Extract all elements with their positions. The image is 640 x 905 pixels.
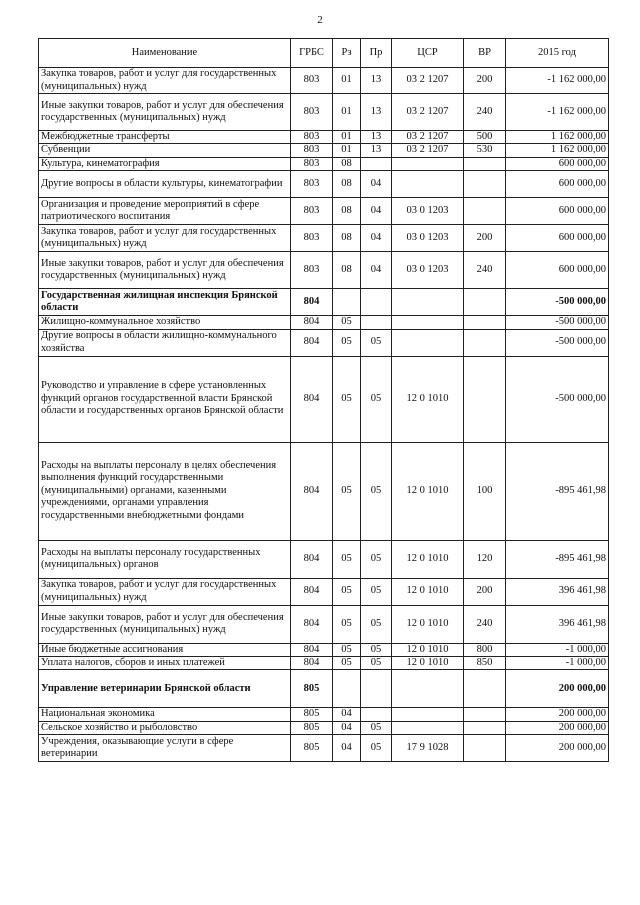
table-row: [39, 171, 609, 198]
cell-vr: 120: [464, 540, 506, 578]
cell-csr: [392, 708, 464, 721]
cell-vr: 500: [464, 131, 506, 144]
cell-amount: -500 000,00: [506, 289, 609, 316]
table-row: [39, 68, 609, 94]
cell-name: Уплата налогов, сборов и иных платежей: [39, 656, 291, 669]
cell-pr: 05: [361, 735, 392, 762]
cell-amount: 396 461,98: [506, 605, 609, 643]
cell-pr: 13: [361, 68, 392, 94]
table-row: [39, 94, 609, 131]
cell-vr: 200: [464, 578, 506, 605]
cell-name: Межбюджетные трансферты: [39, 131, 291, 144]
cell-pr: [361, 708, 392, 721]
cell-pr: 05: [361, 656, 392, 669]
cell-csr: [392, 329, 464, 356]
cell-rz: 08: [333, 252, 361, 289]
cell-name: Жилищно-коммунальное хозяйство: [39, 316, 291, 329]
cell-csr: 03 2 1207: [392, 131, 464, 144]
cell-rz: 05: [333, 442, 361, 540]
cell-amount: -1 162 000,00: [506, 94, 609, 131]
cell-name: Закупка товаров, работ и услуг для государственных (муниципальных) нужд: [39, 225, 291, 252]
cell-pr: [361, 316, 392, 329]
cell-pr: [361, 670, 392, 708]
cell-rz: 08: [333, 198, 361, 225]
cell-rz: 05: [333, 578, 361, 605]
cell-name: Расходы на выплаты персоналу в целях обеспечения выполнения функций государственными (муниципальными) органами, казенными учреждениями, органами управления государственными внебюджетными фондами: [39, 442, 291, 540]
cell-rz: 01: [333, 144, 361, 157]
cell-name: Учреждения, оказывающие услуги в сфере ветеринарии: [39, 735, 291, 762]
cell-amount: -1 000,00: [506, 643, 609, 656]
table-row: [39, 329, 609, 356]
cell-grbs: 804: [291, 605, 333, 643]
cell-csr: 12 0 1010: [392, 442, 464, 540]
table-row: [39, 289, 609, 316]
cell-vr: 240: [464, 605, 506, 643]
table-row: [39, 735, 609, 762]
cell-grbs: 804: [291, 316, 333, 329]
header-grbs: ГРБС: [291, 39, 333, 68]
cell-amount: 200 000,00: [506, 708, 609, 721]
cell-grbs: 803: [291, 131, 333, 144]
cell-csr: 03 2 1207: [392, 94, 464, 131]
cell-grbs: 804: [291, 329, 333, 356]
cell-rz: 05: [333, 356, 361, 442]
table-row: [39, 198, 609, 225]
cell-grbs: 803: [291, 225, 333, 252]
table-row: [39, 131, 609, 144]
cell-grbs: 804: [291, 442, 333, 540]
cell-grbs: 805: [291, 721, 333, 734]
cell-pr: 05: [361, 605, 392, 643]
cell-name: Культура, кинематография: [39, 157, 291, 170]
cell-name: Иные закупки товаров, работ и услуг для обеспечения государственных (муниципальных) нужд: [39, 605, 291, 643]
header-pr: Пр: [361, 39, 392, 68]
cell-rz: 04: [333, 721, 361, 734]
cell-vr: [464, 289, 506, 316]
cell-amount: -500 000,00: [506, 316, 609, 329]
table-row: [39, 708, 609, 721]
cell-amount: 600 000,00: [506, 171, 609, 198]
header-year: 2015 год: [506, 39, 609, 68]
table-row: [39, 442, 609, 540]
cell-vr: [464, 157, 506, 170]
cell-name: Национальная экономика: [39, 708, 291, 721]
table-row: [39, 144, 609, 157]
cell-pr: 13: [361, 144, 392, 157]
cell-rz: 05: [333, 329, 361, 356]
cell-vr: 800: [464, 643, 506, 656]
cell-grbs: 804: [291, 540, 333, 578]
table-row: [39, 578, 609, 605]
cell-vr: 530: [464, 144, 506, 157]
cell-rz: 01: [333, 131, 361, 144]
cell-rz: [333, 670, 361, 708]
cell-amount: 200 000,00: [506, 721, 609, 734]
cell-grbs: 805: [291, 670, 333, 708]
cell-pr: 05: [361, 578, 392, 605]
header-rz: Рз: [333, 39, 361, 68]
cell-name: Другие вопросы в области жилищно-коммунального хозяйства: [39, 329, 291, 356]
budget-table: [38, 38, 609, 762]
cell-amount: 200 000,00: [506, 735, 609, 762]
cell-grbs: 804: [291, 578, 333, 605]
cell-name: Закупка товаров, работ и услуг для государственных (муниципальных) нужд: [39, 68, 291, 94]
cell-grbs: 803: [291, 144, 333, 157]
cell-grbs: 803: [291, 252, 333, 289]
cell-name: Государственная жилищная инспекция Брянской области: [39, 289, 291, 316]
table-row: [39, 670, 609, 708]
cell-vr: [464, 721, 506, 734]
cell-amount: -895 461,98: [506, 442, 609, 540]
cell-amount: 600 000,00: [506, 157, 609, 170]
cell-amount: 396 461,98: [506, 578, 609, 605]
cell-csr: 03 2 1207: [392, 144, 464, 157]
cell-rz: 05: [333, 316, 361, 329]
cell-csr: 03 0 1203: [392, 225, 464, 252]
page-number: 2: [317, 14, 323, 26]
cell-csr: 12 0 1010: [392, 578, 464, 605]
cell-amount: -1 162 000,00: [506, 68, 609, 94]
cell-grbs: 804: [291, 643, 333, 656]
cell-vr: 240: [464, 252, 506, 289]
cell-rz: [333, 289, 361, 316]
cell-name: Закупка товаров, работ и услуг для государственных (муниципальных) нужд: [39, 578, 291, 605]
table-row: [39, 605, 609, 643]
cell-amount: 600 000,00: [506, 225, 609, 252]
cell-name: Иные закупки товаров, работ и услуг для обеспечения государственных (муниципальных) нужд: [39, 252, 291, 289]
cell-vr: [464, 198, 506, 225]
cell-csr: [392, 721, 464, 734]
cell-pr: 04: [361, 198, 392, 225]
cell-csr: 12 0 1010: [392, 356, 464, 442]
cell-pr: 13: [361, 131, 392, 144]
cell-vr: 240: [464, 94, 506, 131]
cell-vr: [464, 670, 506, 708]
cell-name: Организация и проведение мероприятий в сфере патриотического воспитания: [39, 198, 291, 225]
cell-grbs: 805: [291, 708, 333, 721]
cell-rz: 05: [333, 656, 361, 669]
cell-amount: -1 000,00: [506, 656, 609, 669]
cell-rz: 08: [333, 225, 361, 252]
cell-csr: 12 0 1010: [392, 643, 464, 656]
cell-rz: 08: [333, 171, 361, 198]
cell-pr: 04: [361, 225, 392, 252]
cell-vr: [464, 708, 506, 721]
cell-csr: [392, 316, 464, 329]
cell-rz: 08: [333, 157, 361, 170]
cell-csr: [392, 171, 464, 198]
cell-vr: [464, 356, 506, 442]
cell-csr: [392, 670, 464, 708]
cell-amount: -895 461,98: [506, 540, 609, 578]
cell-csr: 12 0 1010: [392, 656, 464, 669]
cell-pr: 05: [361, 442, 392, 540]
cell-name: Иные закупки товаров, работ и услуг для обеспечения государственных (муниципальных) нужд: [39, 94, 291, 131]
cell-name: Субвенции: [39, 144, 291, 157]
cell-vr: [464, 171, 506, 198]
cell-grbs: 803: [291, 157, 333, 170]
table-row: [39, 540, 609, 578]
cell-amount: -500 000,00: [506, 356, 609, 442]
cell-amount: 600 000,00: [506, 252, 609, 289]
cell-pr: 05: [361, 356, 392, 442]
cell-grbs: 804: [291, 289, 333, 316]
cell-amount: 1 162 000,00: [506, 144, 609, 157]
cell-csr: [392, 157, 464, 170]
cell-amount: 1 162 000,00: [506, 131, 609, 144]
cell-name: Управление ветеринарии Брянской области: [39, 670, 291, 708]
cell-pr: 05: [361, 329, 392, 356]
table-row: [39, 721, 609, 734]
cell-name: Иные бюджетные ассигнования: [39, 643, 291, 656]
cell-grbs: 804: [291, 356, 333, 442]
table-row: [39, 656, 609, 669]
cell-amount: -500 000,00: [506, 329, 609, 356]
cell-csr: 03 2 1207: [392, 68, 464, 94]
table-row: [39, 316, 609, 329]
cell-grbs: 803: [291, 94, 333, 131]
header-name: Наименование: [39, 39, 291, 68]
cell-vr: 100: [464, 442, 506, 540]
cell-csr: 12 0 1010: [392, 605, 464, 643]
cell-vr: [464, 329, 506, 356]
cell-vr: 200: [464, 68, 506, 94]
header-csr: ЦСР: [392, 39, 464, 68]
cell-rz: 05: [333, 605, 361, 643]
cell-rz: 05: [333, 540, 361, 578]
cell-vr: 200: [464, 225, 506, 252]
cell-pr: 04: [361, 252, 392, 289]
cell-pr: [361, 289, 392, 316]
cell-pr: 05: [361, 721, 392, 734]
cell-csr: [392, 289, 464, 316]
cell-pr: [361, 157, 392, 170]
cell-grbs: 803: [291, 198, 333, 225]
cell-name: Руководство и управление в сфере установленных функций органов государственной власти Брянской области и государственных органов Брянской области: [39, 356, 291, 442]
cell-grbs: 805: [291, 735, 333, 762]
cell-pr: 05: [361, 643, 392, 656]
cell-name: Расходы на выплаты персоналу государственных (муниципальных) органов: [39, 540, 291, 578]
cell-csr: 03 0 1203: [392, 198, 464, 225]
cell-grbs: 803: [291, 68, 333, 94]
cell-pr: 05: [361, 540, 392, 578]
cell-pr: 04: [361, 171, 392, 198]
cell-rz: 01: [333, 94, 361, 131]
cell-grbs: 803: [291, 171, 333, 198]
cell-csr: 12 0 1010: [392, 540, 464, 578]
cell-rz: 01: [333, 68, 361, 94]
cell-name: Сельское хозяйство и рыболовство: [39, 721, 291, 734]
cell-pr: 13: [361, 94, 392, 131]
cell-name: Другие вопросы в области культуры, кинематографии: [39, 171, 291, 198]
cell-rz: 05: [333, 643, 361, 656]
cell-csr: 03 0 1203: [392, 252, 464, 289]
table-row: [39, 225, 609, 252]
cell-amount: 200 000,00: [506, 670, 609, 708]
table-row: [39, 252, 609, 289]
table-row: [39, 356, 609, 442]
cell-csr: 17 9 1028: [392, 735, 464, 762]
header-vr: ВР: [464, 39, 506, 68]
cell-grbs: 804: [291, 656, 333, 669]
cell-vr: 850: [464, 656, 506, 669]
table-row: [39, 157, 609, 170]
cell-vr: [464, 735, 506, 762]
cell-vr: [464, 316, 506, 329]
cell-rz: 04: [333, 735, 361, 762]
header-row: [39, 39, 609, 68]
table-row: [39, 643, 609, 656]
cell-amount: 600 000,00: [506, 198, 609, 225]
cell-rz: 04: [333, 708, 361, 721]
